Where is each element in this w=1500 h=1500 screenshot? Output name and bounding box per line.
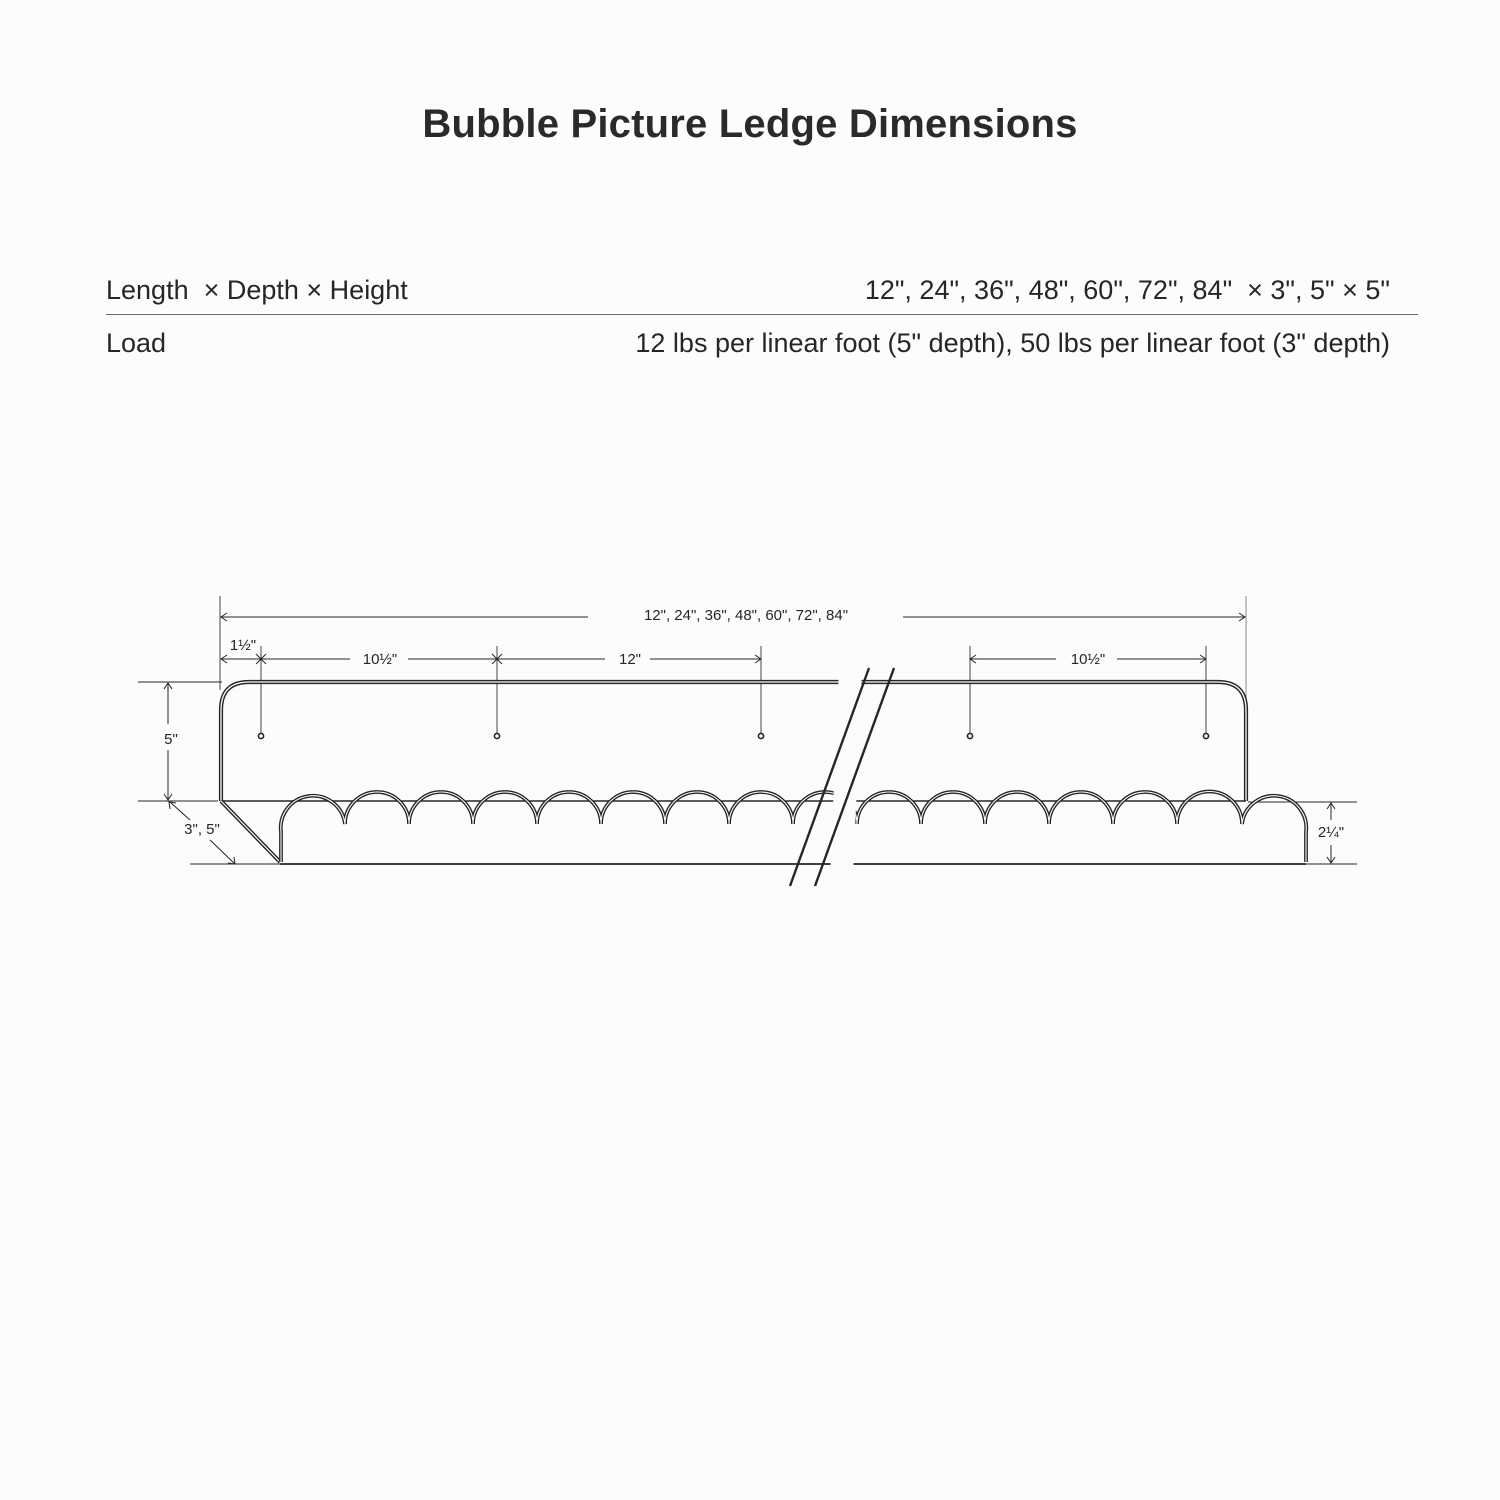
screw-hole-icon bbox=[967, 733, 972, 738]
middle-spacing-label: 12" bbox=[618, 651, 642, 668]
spec-label: Load bbox=[106, 328, 167, 358]
depth-label: 3", 5" bbox=[184, 821, 220, 838]
screw-hole-icon bbox=[1203, 733, 1208, 738]
edge-offset-label: 1½" bbox=[229, 637, 257, 654]
screw-hole-icon bbox=[258, 733, 263, 738]
lip-height-label: 2¼" bbox=[1317, 824, 1345, 841]
overall-length-label: 12", 24", 36", 48", 60", 72", 84" bbox=[643, 607, 849, 624]
back-height-label: 5" bbox=[164, 731, 178, 748]
spec-label: Length × Depth × Height bbox=[106, 275, 408, 305]
screw-hole-icon bbox=[758, 733, 763, 738]
back-height-dimension bbox=[138, 682, 222, 801]
ledge-body-right bbox=[221, 682, 1306, 864]
ledge-body-left bbox=[221, 682, 1306, 864]
spec-value: 12", 24", 36", 48", 60", 72", 84" × 3", 5" × 5" bbox=[864, 275, 1390, 305]
screw-hole-icon bbox=[494, 733, 499, 738]
screw-holes bbox=[258, 733, 1208, 738]
overall-length-dimension bbox=[220, 596, 1246, 790]
last-spacing-label: 10½" bbox=[1070, 651, 1106, 668]
spec-value: 12 lbs per linear foot (5" depth), 50 lbs per linear foot (3" depth) bbox=[635, 328, 1390, 358]
page-title: Bubble Picture Ledge Dimensions bbox=[422, 102, 1078, 146]
first-spacing-label: 10½" bbox=[362, 651, 398, 668]
break-lines bbox=[790, 668, 894, 886]
